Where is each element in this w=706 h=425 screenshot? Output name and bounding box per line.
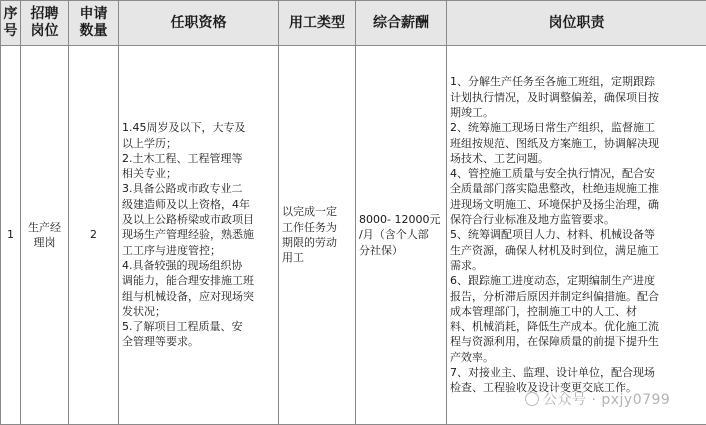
header-employment-type: 用工类型 <box>279 1 356 46</box>
header-position: 招聘 岗位 <box>21 1 69 46</box>
header-salary: 综合薪酬 <box>356 1 447 46</box>
cell-qualifications: 1.45周岁及以下，大专及 以上学历； 2.土木工程、工程管理等 相关专业； 3.具备公路或市政专业二 级建造师及以上资格，4年 及以上公路桥梁或市政项目 现场生产管理经验，熟悉施 工工序与进度管控； 4.具备较强的现场组织协 调能力，能合理安排施工班 组与机械设备，应对现场突 发状况； 5.了解项目工程质量、安 全管理等要求。 <box>119 46 279 425</box>
table-row <box>1 46 706 425</box>
watermark-text: 公众号 · pxjy0799 <box>543 392 671 408</box>
header-row <box>1 1 706 46</box>
cell-duties: 1、分解生产任务至各施工班组，定期跟踪 计划执行情况，及时调整偏差，确保项目按 期竣工。 2、统筹施工现场日常生产组织，监督施工 班组按规范、图纸及方案施工，协调解决现 场技术、工艺问题。 4、管控施工质量与安全执行情况，配合安 全质量部门落实隐患整改，杜绝违规施工推 进现场文明施工、环境保护及扬尘治理，确 保符合行业标准及地方监管要求。 5、统筹调配项目人力、材料、机械设备等 生产资源，确保人材机及时到位，满足施工 需求。 6、跟踪施工进度动态，定期编制生产进度 报告，分析滞后原因并制定纠偏措施。配合 成本管理部门，控制施工中的人工、材 料、机械消耗，降低生产成本。优化施工流 程与资源利用，在保障质量的前提下提升生 产效率。 7、对接业主、监理、设计单位，配合现场 检查、工程验收及设计变更交底工作。 <box>447 46 706 425</box>
cell-position: 生产经 理岗 <box>21 46 69 425</box>
wechat-icon <box>525 392 539 406</box>
watermark <box>525 389 670 409</box>
cell-salary: 8000- 12000元 /月（含个人部 分社保） <box>356 46 447 425</box>
header-seq: 序 号 <box>1 1 21 46</box>
cell-employment-type: 以完成一定 工作任务为 期限的劳动 用工 <box>279 46 356 425</box>
header-qualifications: 任职资格 <box>119 1 279 46</box>
header-duties: 岗位职责 <box>447 1 706 46</box>
cell-seq: 1 <box>1 46 21 425</box>
cell-count: 2 <box>69 46 119 425</box>
header-count: 申请 数量 <box>69 1 119 46</box>
